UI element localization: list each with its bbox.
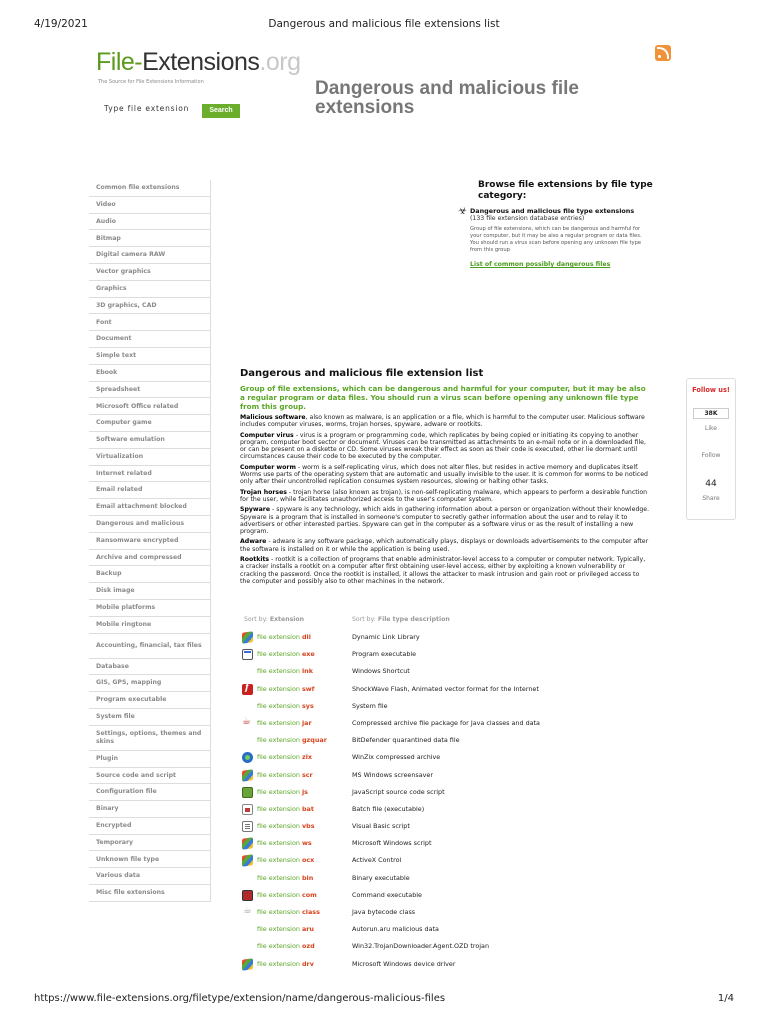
extension-link[interactable] (257, 942, 315, 950)
sidebar-item[interactable]: Ebook (89, 365, 210, 382)
rss-icon[interactable] (655, 45, 671, 61)
extension-prefix: file extension (257, 787, 300, 796)
extension-row (242, 664, 662, 681)
extension-row (242, 905, 662, 922)
sidebar-item[interactable]: Misc file extensions (89, 885, 210, 902)
extension-name: jar (301, 718, 312, 727)
sidebar-item[interactable]: Computer game (89, 415, 210, 432)
extension-row (242, 888, 662, 905)
extension-link[interactable] (257, 788, 308, 796)
extension-description: Dynamic Link Library (352, 633, 420, 641)
win-file-icon (242, 769, 253, 782)
definition-term: Malicious software (240, 414, 306, 421)
extension-list (242, 630, 662, 974)
extension-row (242, 699, 662, 716)
extension-link[interactable] (257, 925, 314, 933)
browse-entry-description: Group of file extensions, which can be dangerous and harmful for your computer, but it may be also a regular program or data files. You should run a virus scan before opening any unknown file type from this group (470, 226, 642, 253)
sidebar-item[interactable]: Mobile ringtone (89, 617, 210, 634)
extension-description: Windows Shortcut (352, 667, 410, 676)
extension-link[interactable] (257, 960, 314, 968)
definition-text: - spyware is any technology, which aids in gathering information about a person or organization without their knowledge. Spyware is a program that is installed in someone's computer to secretly gather information about the user and to relay it to advertisers or other interested parties. Spyware can get in the computer as a software virus or as the result of installing a new program. (240, 506, 650, 536)
logo-org: .org (259, 48, 301, 76)
extension-name: com (301, 890, 317, 899)
sidebar-item[interactable]: Plugin (89, 751, 210, 768)
logo-extensions: Extensions (142, 48, 260, 76)
extension-description: Compressed archive file package for Java classes and data (352, 718, 540, 727)
definition-term: Rootkits (240, 556, 270, 564)
extension-prefix: file extension (257, 959, 300, 968)
extension-row (242, 682, 662, 699)
win-file-icon (242, 958, 253, 971)
extension-description: WinZix compressed archive (352, 753, 441, 762)
logo-wordmark (96, 50, 301, 75)
sidebar-item[interactable]: Ransomware encrypted (89, 533, 210, 550)
sidebar-item[interactable]: Internet related (89, 466, 210, 483)
extension-row (242, 853, 662, 870)
sidebar-item[interactable]: Software emulation (89, 432, 210, 449)
page-title: Dangerous and malicious file extensions (315, 78, 579, 118)
com-file-icon (242, 890, 253, 901)
class-file-icon (242, 907, 253, 918)
definition-term: Computer virus (240, 431, 294, 439)
sort-prefix: Sort by: (244, 616, 268, 623)
extension-prefix: file extension (257, 753, 300, 762)
sidebar-item[interactable]: Vector graphics (89, 264, 210, 281)
extension-description: Win32.TrojanDownloader.Agent.OZD trojan (352, 942, 489, 951)
sidebar-item[interactable]: GIS, GPS, mapping (89, 675, 210, 692)
definition-paragraph (240, 432, 650, 461)
extension-description: Autorun.aru malicious data (352, 925, 439, 934)
extension-link[interactable] (257, 839, 312, 847)
sort-prefix: Sort by: (352, 616, 376, 623)
extension-description: Microsoft Windows script (352, 839, 432, 848)
extension-prefix: file extension (257, 908, 300, 916)
extension-prefix: file extension (257, 942, 300, 951)
extension-row (242, 716, 662, 733)
sidebar-item[interactable]: Source code and script (89, 768, 210, 785)
extension-prefix: file extension (257, 770, 300, 779)
share-button[interactable]: Share (702, 495, 720, 502)
extension-name: js (301, 787, 308, 796)
browse-entry-title[interactable]: Dangerous and malicious file type extensions (470, 207, 635, 215)
extension-name: dll (301, 633, 311, 641)
sidebar-item[interactable]: Dangerous and malicious (89, 516, 210, 533)
extension-name: sys (301, 701, 314, 710)
extension-prefix: file extension (257, 650, 300, 659)
sidebar-item[interactable]: Email related (89, 482, 210, 499)
extension-name: ws (301, 839, 312, 848)
extension-name: gzquar (301, 736, 327, 745)
like-button[interactable]: Like (705, 425, 717, 432)
sort-by-description[interactable] (352, 616, 450, 623)
extension-prefix: file extension (257, 684, 300, 693)
sidebar-item[interactable]: 3D graphics, CAD (89, 298, 210, 315)
extension-link[interactable] (257, 667, 313, 675)
sidebar-item[interactable]: Archive and compressed (89, 550, 210, 567)
extension-row (242, 802, 662, 819)
category-sidebar (89, 180, 211, 902)
extension-name: bat (301, 804, 314, 813)
definition-text: - trojan horse (also known as trojan), is non-self-replicating malware, which appears to perform a desirable function for the user, while facilitates unauthorized access to the user's computer system. (240, 488, 648, 503)
sidebar-item[interactable]: Database (89, 659, 210, 676)
win-file-icon (242, 837, 253, 850)
sort-row (244, 616, 664, 628)
extension-name: class (301, 908, 320, 916)
extension-prefix: file extension (257, 736, 300, 745)
extension-description: MS Windows screensaver (352, 770, 433, 779)
sidebar-item[interactable]: Various data (89, 868, 210, 885)
sidebar-item[interactable]: Binary (89, 801, 210, 818)
extension-name: swf (301, 684, 315, 693)
sidebar-item[interactable]: Accounting, financial, tax files (89, 634, 210, 659)
print-page-number: 1/4 (717, 993, 734, 1004)
extension-row (242, 939, 662, 956)
definition-term: Computer worm (240, 463, 296, 471)
extension-prefix: file extension (257, 667, 300, 676)
logo-dash: - (134, 48, 143, 76)
extension-name: vbs (301, 822, 315, 831)
site-logo[interactable] (96, 50, 301, 85)
extension-name: exe (301, 650, 315, 659)
extension-description: Microsoft Windows device driver (352, 959, 456, 968)
extension-link[interactable] (257, 771, 313, 779)
sidebar-item[interactable]: Simple text (89, 348, 210, 365)
extension-name: bin (301, 873, 314, 882)
definition-paragraph (240, 538, 650, 553)
browse-category-box (458, 180, 658, 268)
extension-link[interactable] (257, 633, 311, 641)
win-file-icon (242, 855, 253, 868)
jar-file-icon (242, 718, 253, 729)
extension-prefix: file extension (257, 633, 300, 641)
sidebar-item[interactable]: Microsoft Office related (89, 398, 210, 415)
sort-by-extension[interactable] (244, 616, 304, 623)
bat-file-icon (242, 804, 253, 815)
extension-prefix: file extension (257, 925, 300, 934)
like-count: 38K (693, 408, 729, 419)
sidebar-item[interactable]: Digital camera RAW (89, 247, 210, 264)
extension-prefix: file extension (257, 804, 300, 813)
extension-description: Program executable (352, 650, 417, 659)
extension-link[interactable] (257, 908, 320, 916)
extension-row (242, 750, 662, 767)
sidebar-item[interactable]: Disk image (89, 583, 210, 600)
extension-link[interactable] (257, 702, 314, 710)
definition-text: - adware is any software package, which automatically plays, displays or downloads advertisements to the computer after the software is installed on it or while the application is being used. (240, 538, 649, 553)
extension-description: ActiveX Control (352, 856, 402, 865)
print-date: 4/19/2021 (34, 18, 88, 30)
sidebar-item[interactable]: System file (89, 709, 210, 726)
extension-name: scr (301, 770, 313, 779)
extension-link[interactable] (257, 650, 315, 658)
extension-link[interactable] (257, 856, 314, 864)
extension-link[interactable] (257, 822, 315, 830)
share-count: 44 (705, 479, 717, 489)
extension-row (242, 630, 662, 647)
search-input[interactable]: Type file extension (104, 104, 190, 113)
win-file-icon (242, 631, 253, 644)
sidebar-item[interactable]: Virtualization (89, 449, 210, 466)
extension-name: aru (301, 925, 314, 934)
definition-paragraph (240, 414, 650, 429)
sidebar-item[interactable]: Unknown file type (89, 851, 210, 868)
follow-us-widget (686, 378, 736, 520)
extension-description: Visual Basic script (352, 822, 410, 831)
definition-text: , also known as malware, is an application or a file, which is harmful to the computer user. Malicious software includes computer viruses, worms, trojan horses, spyware, adware or rootkits. (240, 414, 645, 429)
definition-term: Adware (240, 538, 267, 546)
extension-link[interactable] (257, 736, 327, 744)
browse-title: Browse file extensions by file type category: (478, 180, 653, 201)
extension-description: Java bytecode class (352, 908, 416, 916)
vbs-file-icon (242, 821, 253, 832)
extension-name: zix (301, 753, 313, 762)
definition-term: Trojan horses (240, 488, 287, 496)
extension-name: ocx (301, 856, 315, 865)
sidebar-item[interactable]: Audio (89, 214, 210, 231)
sidebar-item[interactable]: Common file extensions (89, 180, 210, 197)
sidebar-item[interactable]: Bitmap (89, 230, 210, 247)
extension-prefix: file extension (257, 701, 300, 710)
extension-prefix: file extension (257, 839, 300, 848)
extension-link[interactable] (257, 891, 317, 899)
common-dangerous-files-link[interactable]: List of common possibly dangerous files (470, 261, 611, 268)
print-footer (34, 993, 734, 1007)
definition-text: - virus is a program or programming code, which replicates by being copied or initiating its copying to another program, computer boot sector or document. Viruses can be transmitted as attachments to an e-mail note or in a downloaded file, or can be present on a diskette or CD. Some viruses wreak their effect as soon as their code is executed, other lie dormant until circumstances cause their code to be executed by the computer. (240, 431, 646, 461)
extension-name: drv (301, 959, 314, 968)
sort-extension-label: Extension (269, 616, 305, 623)
sidebar-item[interactable]: Settings, options, themes and skins (89, 726, 210, 751)
sidebar-item[interactable]: Font (89, 314, 210, 331)
zix-file-icon (242, 752, 253, 763)
extension-prefix: file extension (257, 890, 300, 899)
sidebar-item[interactable]: Program executable (89, 692, 210, 709)
print-title: Dangerous and malicious file extensions list (268, 18, 500, 30)
definition-paragraph (240, 556, 650, 585)
extension-link[interactable] (257, 719, 312, 727)
logo-tagline: The Source for File Extensions Information (98, 79, 204, 85)
js-file-icon (242, 787, 253, 798)
extension-row (242, 819, 662, 836)
sidebar-item[interactable]: Temporary (89, 835, 210, 852)
definitions (240, 414, 650, 585)
extension-prefix: file extension (257, 873, 300, 882)
exe-file-icon (242, 649, 253, 660)
biohazard-icon: ☣ (458, 206, 467, 217)
extension-row (242, 733, 662, 750)
extension-link[interactable] (257, 874, 313, 882)
definition-paragraph (240, 489, 650, 504)
extension-row (242, 922, 662, 939)
extension-prefix: file extension (257, 718, 300, 727)
extension-row (242, 785, 662, 802)
extension-name: ozd (301, 942, 315, 951)
logo-file: File (96, 48, 135, 76)
extension-row (242, 957, 662, 974)
section-intro: Group of file extensions, which can be dangerous and harmful for your computer, but it may be also a regular program or data files. You should run a virus scan before opening any unknown file type from this group. (240, 384, 646, 411)
sidebar-item[interactable]: Email attachment blocked (89, 499, 210, 516)
extension-name: lnk (301, 667, 313, 676)
definition-text: - worm is a self-replicating virus, which does not alter files, but resides in active memory and duplicates itself. Worms use parts of the operating system that are automatic and usually invisible to the user. It is common for worms to be noticed only after their uncontrolled replication consumes system resources, slowing or halting other tasks. (240, 463, 648, 486)
extension-description: Command executable (352, 890, 422, 899)
sort-description-label: File type description (377, 616, 450, 623)
extension-description: BitDefender quarantined data file (352, 736, 460, 745)
search-button[interactable]: Search (202, 104, 240, 118)
main-content (240, 368, 650, 585)
extension-description: JavaScript source code script (352, 787, 445, 796)
follow-title: Follow us! (692, 386, 730, 394)
sidebar-item[interactable]: Spreadsheet (89, 382, 210, 399)
sidebar-item[interactable]: Configuration file (89, 784, 210, 801)
extension-row (242, 871, 662, 888)
extension-description: Binary executable (352, 873, 410, 882)
section-title: Dangerous and malicious file extension list (240, 368, 484, 379)
sidebar-item[interactable]: Encrypted (89, 818, 210, 835)
sidebar-item[interactable]: Backup (89, 566, 210, 583)
extension-row (242, 647, 662, 664)
follow-button[interactable]: Follow (701, 452, 721, 459)
definition-term: Spyware (240, 506, 271, 514)
extension-prefix: file extension (257, 856, 300, 865)
browse-entry (458, 207, 658, 268)
print-header (34, 18, 734, 32)
extension-link[interactable] (257, 753, 312, 761)
swf-file-icon (242, 684, 253, 695)
browse-entry-count: (133 file extension database entries) (470, 215, 585, 222)
sidebar-item[interactable]: Mobile platforms (89, 600, 210, 617)
extension-row (242, 836, 662, 853)
extension-description: ShockWave Flash, Animated vector format for the Internet (352, 684, 539, 693)
extension-description: System file (352, 701, 388, 710)
extension-description: Batch file (executable) (352, 804, 425, 813)
extension-link[interactable] (257, 805, 314, 813)
print-url: https://www.file-extensions.org/filetype/extension/name/dangerous-malicious-files (34, 993, 446, 1004)
extension-prefix: file extension (257, 822, 300, 831)
definition-text: - rootkit is a collection of programs that enable administrator-level access to a computer or computer network. Typically, a cracker installs a rootkit on a computer after first obtaining user-level access, either by exploiting a known vulnerability or cracking the password. Once the rootkit is installed, it allows the attacker to mask intrusion and gain root or privileged access to the computer and possibly also to other machines in the network. (240, 556, 646, 585)
definition-paragraph (240, 464, 650, 486)
extension-row (242, 768, 662, 785)
sidebar-item[interactable]: Document (89, 331, 210, 348)
extension-link[interactable] (257, 685, 314, 693)
sidebar-item[interactable]: Graphics (89, 281, 210, 298)
sidebar-item[interactable]: Video (89, 197, 210, 214)
definition-paragraph (240, 506, 650, 535)
